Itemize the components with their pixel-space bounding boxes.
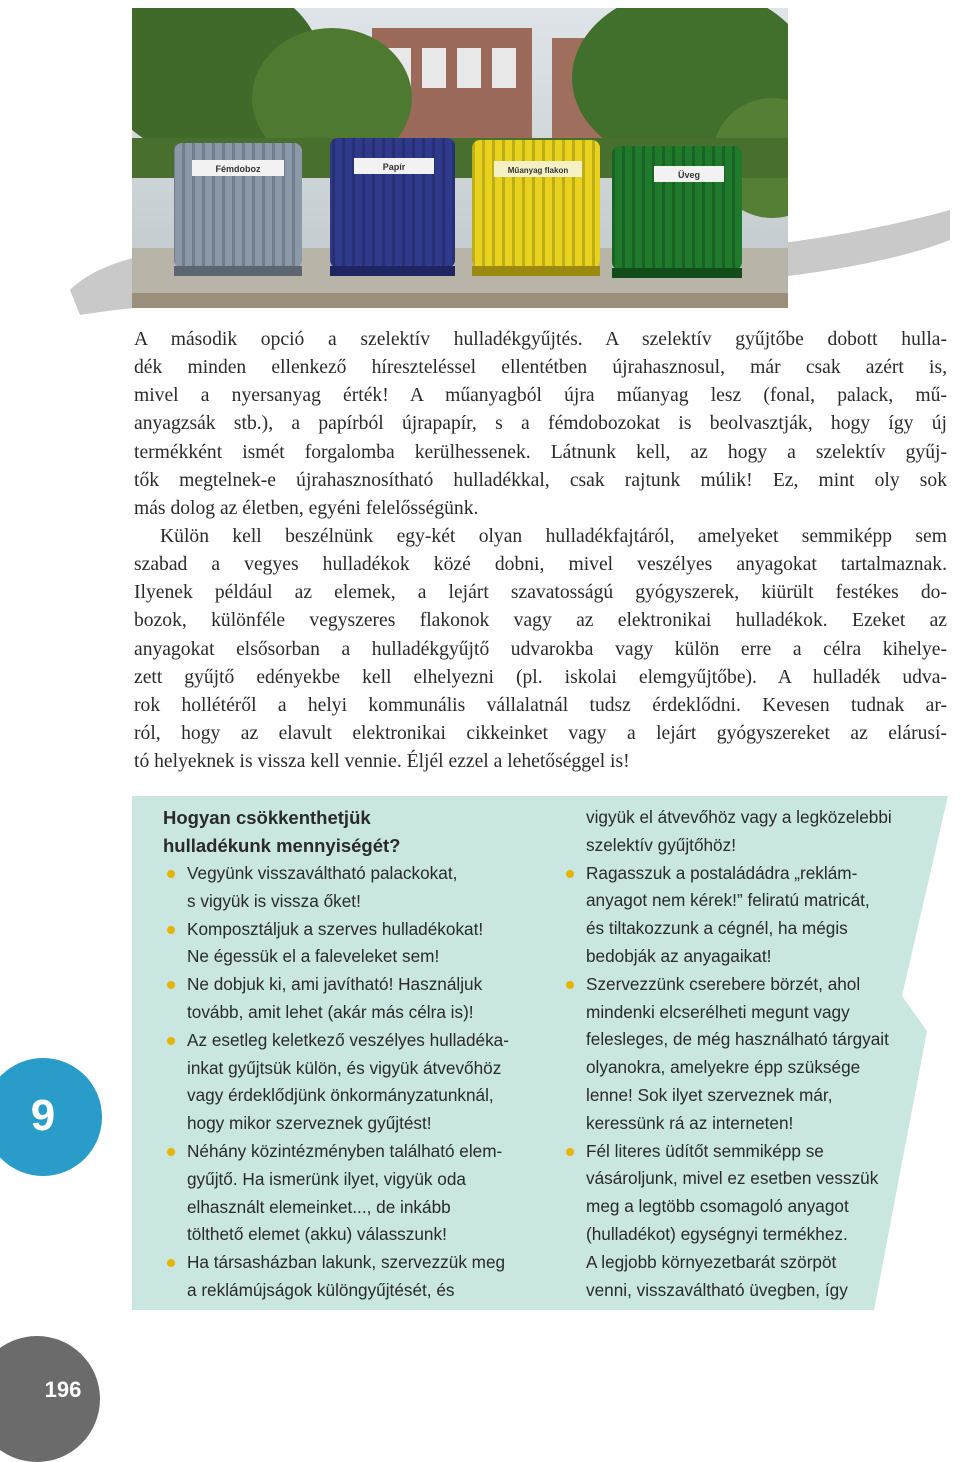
recycling-bins-photo (132, 8, 788, 308)
text-line: rok hollétéről a helyi kommunális vállalatnál tudsz érdeklődni. Kevesen tudnak ar- (134, 694, 947, 716)
tip-text: vigyük el átvevőhöz vagy a legközelebbi (586, 807, 892, 827)
tip-text: olyanokra, amelyekre épp szüksége (586, 1057, 861, 1078)
svg-text:Fémdoboz: Fémdoboz (215, 164, 261, 174)
chapter-number: 9 (30, 1091, 56, 1140)
text-line: Ilyenek például az elemek, a lejárt szavatosságú gyógyszerek, kiürült festékes do- (134, 582, 947, 604)
tip-text: Néhány közintézményben található elem- (187, 1140, 503, 1161)
bullet-icon (167, 1259, 175, 1267)
tip-text: tovább, amit lehet (akár más célra is)! (187, 1001, 474, 1022)
tip-text: anyagot nem kérek!” feliratú matricát, (586, 890, 870, 911)
tip-text: Ne égessük el a faleveleket sem! (187, 946, 440, 967)
tip-text: (hulladékot) egységnyi termékhez. (586, 1223, 848, 1244)
tip-item (163, 916, 543, 972)
tip-text: gyűjtő. Ha ismerünk ilyet, vigyük oda (187, 1168, 466, 1189)
tip-text: Ragasszuk a postaládádra „reklám- (586, 862, 858, 883)
tip-box-title-line: hulladékunk mennyiségét? (163, 834, 401, 856)
tip-box-title (163, 804, 543, 859)
tip-item (163, 1249, 543, 1305)
tip-text: Szervezzünk cserebere börzét, ahol (586, 973, 861, 994)
tip-column-left (163, 804, 543, 1305)
tip-text: vásároljunk, mivel ez esetben vesszük (586, 1168, 879, 1189)
page-number: 196 (44, 1377, 82, 1402)
tip-text: Az esetleg keletkező veszélyes hulladéka- (187, 1029, 509, 1050)
tip-box-title-line: Hogyan csökkenthetjük (163, 807, 371, 828)
bullet-icon (566, 1148, 574, 1156)
tip-text: A legjobb környezetbarát szörpöt (586, 1251, 837, 1272)
tip-text: keressünk rá az interneten! (586, 1112, 794, 1133)
svg-text:Üveg: Üveg (677, 170, 701, 180)
text-line: szabad a vegyes hulladékok közé dobni, mivel veszélyes anyagokat tartalmaznak. (134, 554, 947, 576)
tip-text: bedobják az anyagaikat! (586, 945, 772, 966)
text-line: anyagokat elsősorban a hulladékgyűjtő udvarokba vagy külön erre a célra kihelye- (134, 638, 947, 660)
tip-text: inkat gyűjtsük külön, és vigyük átvevőhöz (187, 1057, 502, 1078)
tip-text: Ne dobjuk ki, ami javítható! Használjuk (187, 974, 483, 995)
tip-text: mindenki elcserélheti megunt vagy (586, 1001, 850, 1022)
tip-text: hogy mikor szerveznek gyűjtést! (187, 1113, 432, 1134)
tip-text: elhasznált elemeinket..., de inkább (187, 1196, 451, 1217)
text-line: tó helyeknek is vissza kell vennie. Éljél ezzel a lehetőséggel is! (134, 751, 630, 773)
tip-text: felesleges, de még használható tárgyait (586, 1029, 889, 1050)
tip-item (163, 1027, 543, 1138)
bullet-icon (167, 1148, 175, 1156)
svg-text:Papír: Papír (382, 162, 406, 172)
tip-text: lenne! Sok ilyet szerveznek már, (586, 1084, 833, 1105)
tip-text: vagy érdeklődjünk önkormányzatunknál, (187, 1085, 494, 1106)
text-line: ról, hogy az elavult elektronikai cikkeinket vagy a lejárt gyógyszereket az elárusí- (134, 722, 947, 744)
main-body-text (134, 326, 947, 776)
tip-text: meg a legtöbb csomagoló anyagot (586, 1196, 849, 1217)
text-line: tők megtelnek-e újrahasznosítható hulladékkal, csak rajtunk múlik! Ez, mint oly sok (134, 469, 947, 491)
tip-text: Vegyünk visszaváltható palackokat, (187, 863, 458, 883)
text-line: anyagzsák stb.), a papírból újrapapír, s a fémdobozokat is beolvasztják, hogy így új (134, 413, 947, 435)
tip-item-continuation (562, 804, 932, 860)
bullet-icon (167, 981, 175, 989)
tip-item (562, 1138, 932, 1305)
tip-text: szelektív gyűjtőhöz! (586, 834, 736, 855)
bullet-icon (167, 1037, 175, 1045)
tip-text: s vigyük is vissza őket! (187, 890, 361, 911)
tip-text: tölthető elemet (akku) válasszunk! (187, 1224, 447, 1245)
tip-item (163, 971, 543, 1027)
text-line: mivel a nyersanyag érték! A műanyagból újra műanyag lesz (fonal, palack, mű- (134, 385, 947, 407)
tip-item (562, 971, 932, 1138)
text-line: bozok, különféle vegyszeres flakonok vagy az elektronikai hulladékok. Ezeket az (134, 610, 947, 632)
tip-text: és tiltakozzunk a cégnél, ha mégis (586, 918, 848, 939)
bullet-icon (167, 926, 175, 934)
bullet-icon (566, 981, 574, 989)
tip-item (163, 860, 543, 916)
tip-text: Ha társasházban lakunk, szervezzük meg (187, 1252, 506, 1273)
text-line: más dolog az életben, egyéni felelősségünk. (134, 497, 479, 519)
tip-text: Fél literes üdítőt semmiképp se (586, 1140, 824, 1161)
svg-text:Műanyag flakon: Műanyag flakon (507, 166, 569, 175)
text-line: dék minden ellenkező híreszteléssel ellentétben újrahasznosul, már csak azért is, (134, 357, 947, 379)
tip-text: a reklámújságok különgyűjtését, és (187, 1279, 455, 1300)
text-line: A második opció a szelektív hulladékgyűjtés. A szelektív gyűjtőbe dobott hulla- (134, 329, 947, 350)
tip-column-right (562, 804, 932, 1304)
tip-text: Komposztáljuk a szerves hulladékokat! (187, 918, 484, 939)
tip-item (562, 860, 932, 971)
tip-box (132, 796, 952, 1316)
tip-item (163, 1138, 543, 1249)
bullet-icon (566, 870, 574, 878)
text-line: Külön kell beszélnünk egy-két olyan hulladékfajtáról, amelyeket semmiképp sem (160, 525, 947, 547)
bullet-icon (167, 870, 175, 878)
text-line: termékként ismét forgalomba kerülhessenek. Látnunk kell, az hogy a szelektív gyűj- (134, 441, 947, 463)
text-line: zett gyűjtő edényekbe kell elhelyezni (pl. iskolai elemgyűjtőbe). A hulladék udva- (134, 666, 947, 688)
tip-text: venni, visszaváltható üvegben, így (586, 1279, 848, 1300)
